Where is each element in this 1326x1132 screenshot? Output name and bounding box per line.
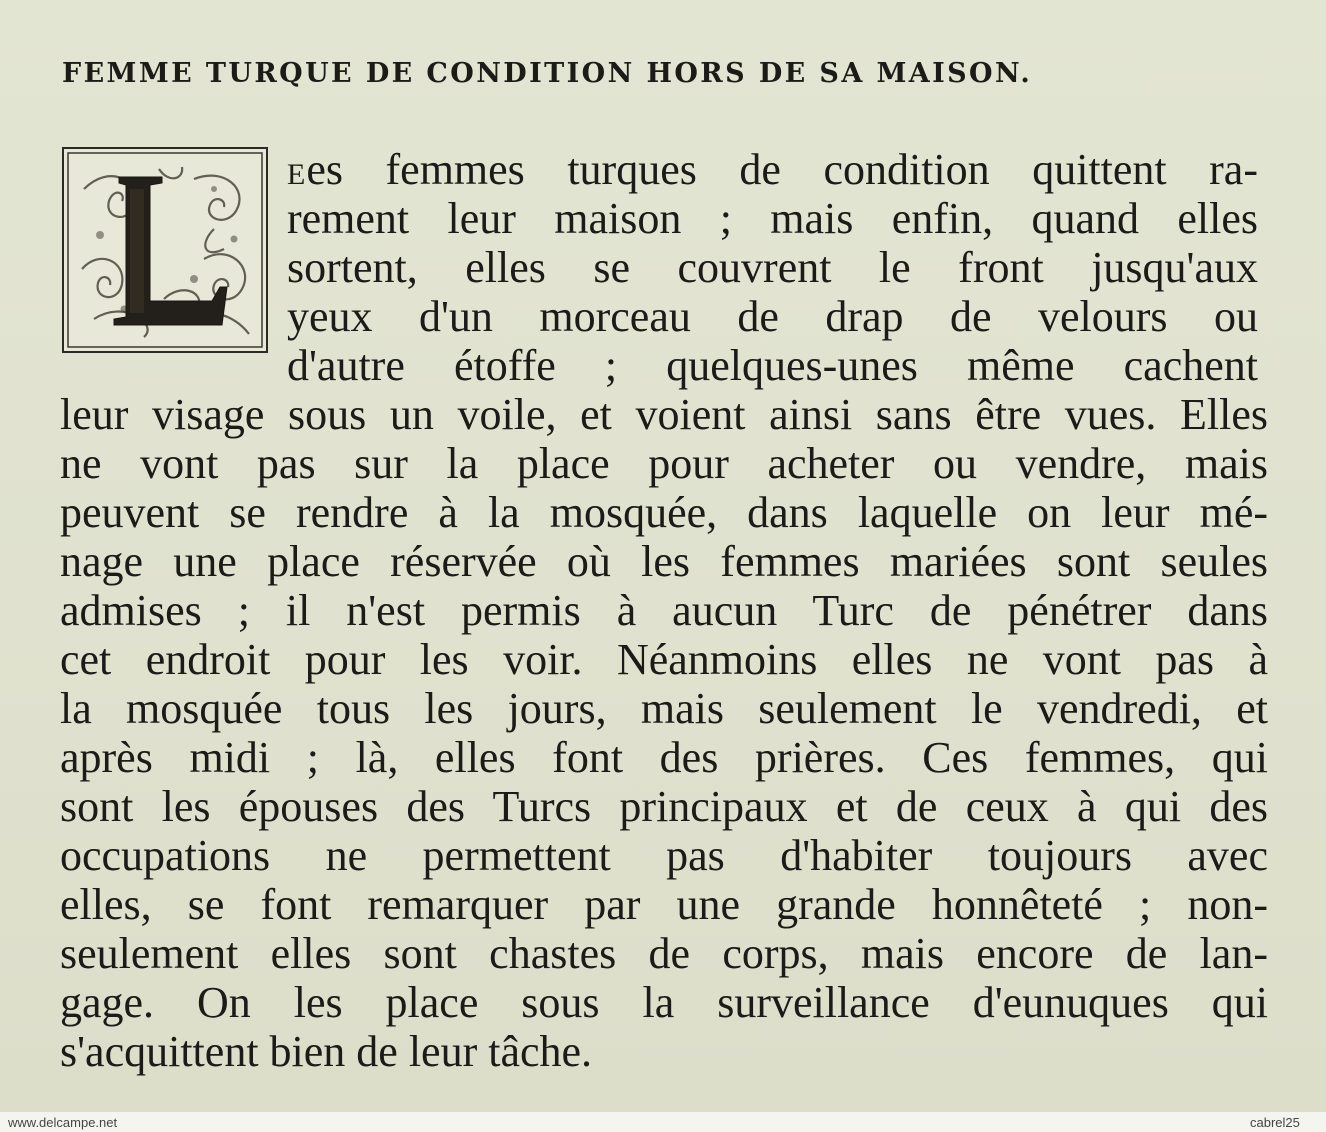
text-line-4: yeux d'un morceau de drap de velours ou bbox=[287, 292, 1258, 341]
text-line-5: d'autre étoffe ; quelques-unes même cachent bbox=[287, 341, 1258, 390]
watermark-band bbox=[0, 1112, 1326, 1132]
document-title: FEMME TURQUE DE CONDITION HORS DE SA MAISON. bbox=[62, 58, 1033, 89]
text-line-16: elles, se font remarquer par une grande honnêteté ; non- bbox=[60, 880, 1268, 929]
text-line-18: gage. On les place sous la surveillance d'eunuques qui bbox=[60, 978, 1268, 1027]
text-line-15: occupations ne permettent pas d'habiter toujours avec bbox=[60, 831, 1268, 880]
text-line-17: seulement elles sont chastes de corps, mais encore de lan- bbox=[60, 929, 1268, 978]
text-line-6: leur visage sous un voile, et voient ainsi sans être vues. Elles bbox=[60, 390, 1268, 439]
text-line-7: ne vont pas sur la place pour acheter ou vendre, mais bbox=[60, 439, 1268, 488]
text-line-13: après midi ; là, elles font des prières. Ces femmes, qui bbox=[60, 733, 1268, 782]
text-line-12: la mosquée tous les jours, mais seulement le vendredi, et bbox=[60, 684, 1268, 733]
text-line-11: cet endroit pour les voir. Néanmoins elles ne vont pas à bbox=[60, 635, 1268, 684]
text-line-2: rement leur maison ; mais enfin, quand elles bbox=[287, 194, 1258, 243]
watermark-right: cabrel25 bbox=[1250, 1115, 1300, 1130]
drop-cap-ornament bbox=[62, 147, 268, 353]
first-line-text: es femmes turques de condition quittent ra- bbox=[306, 145, 1258, 194]
text-line-19: s'acquittent bien de leur tâche. bbox=[60, 1027, 593, 1076]
text-line-14: sont les épouses des Turcs principaux et de ceux à qui des bbox=[60, 782, 1268, 831]
drop-cap-svg bbox=[64, 149, 266, 351]
text-line-9: nage une place réservée où les femmes mariées sont seules bbox=[60, 537, 1268, 586]
watermark-left: www.delcampe.net bbox=[8, 1115, 118, 1130]
text-line-10: admises ; il n'est permis à aucun Turc de pénétrer dans bbox=[60, 586, 1268, 635]
text-line-3: sortent, elles se couvrent le front jusqu'aux bbox=[287, 243, 1258, 292]
drop-cap-continuation: E bbox=[287, 158, 307, 191]
text-line-8: peuvent se rendre à la mosquée, dans laquelle on leur mé- bbox=[60, 488, 1268, 537]
text-line-1 bbox=[287, 146, 1258, 199]
